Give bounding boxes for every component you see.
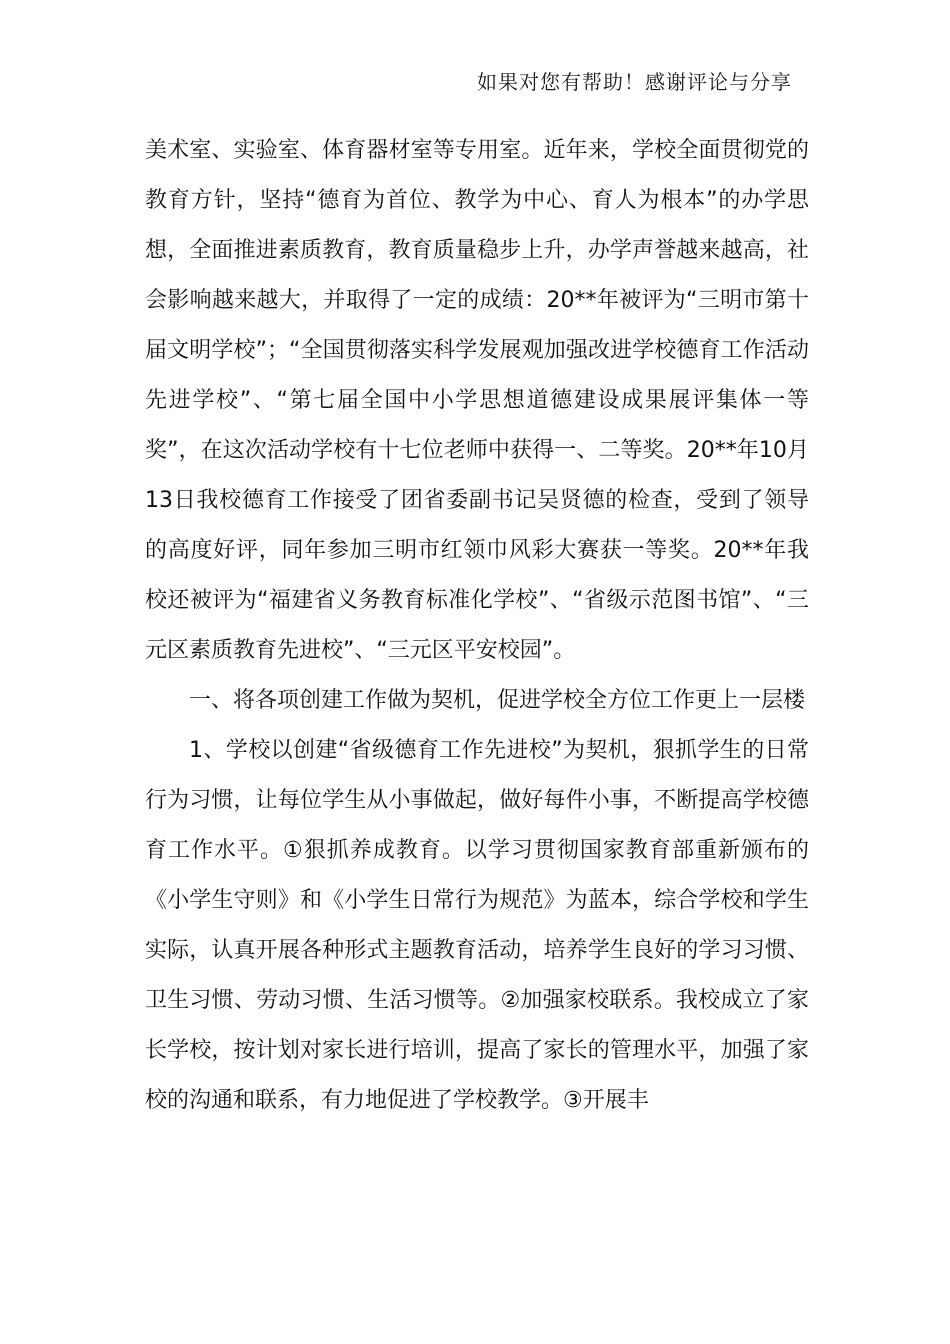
document-body — [145, 126, 809, 1126]
paragraph-school-achievements: 美术室、实验室、体育器材室等专用室。近年来，学校全面贯彻党的教育方针，坚持“德育为首位、教学为中心、育人为根本”的办学思想，全面推进素质教育，教育质量稳步上升，办学声誉越来越高，社会影响越来越大，并取得了一定的成绩：20**年被评为“三明市第十届文明学校”；“全国贯彻落实科学发展观加强改进学校德育工作活动先进学校”、“第七届全国中小学思想道德建设成果展评集体一等奖”，在这次活动学校有十七位老师中获得一、二等奖。20**年10月13日我校德育工作接受了团省委副书记吴贤德的检查，受到了领导的高度好评，同年参加三明市红领巾风彩大赛获一等奖。20**年我校还被评为“福建省义务教育标准化学校”、“省级示范图书馆”、“三元区素质教育先进校”、“三元区平安校园”。 — [145, 138, 809, 663]
paragraph-moral-education: 1、学校以创建“省级德育工作先进校”为契机，狠抓学生的日常行为习惯，让每位学生从小事做起，做好每件小事，不断提高学校德育工作水平。①狠抓养成教育。以学习贯彻国家教育部重新颁布的《小学生守则》和《小学生日常行为规范》为蓝本，综合学校和学生实际，认真开展各种形式主题教育活动，培养学生良好的学习习惯、卫生习惯、劳动习惯、生活习惯等。②加强家校联系。我校成立了家长学校，按计划对家长进行培训，提高了家长的管理水平，加强了家校的沟通和联系，有力地促进了学校教学。③开展丰 — [145, 738, 809, 1113]
section-heading: 一、将各项创建工作做为契机，促进学校全方位工作更上一层楼 — [189, 688, 806, 713]
header-note: 如果对您有帮助！感谢评论与分享 — [477, 70, 792, 94]
